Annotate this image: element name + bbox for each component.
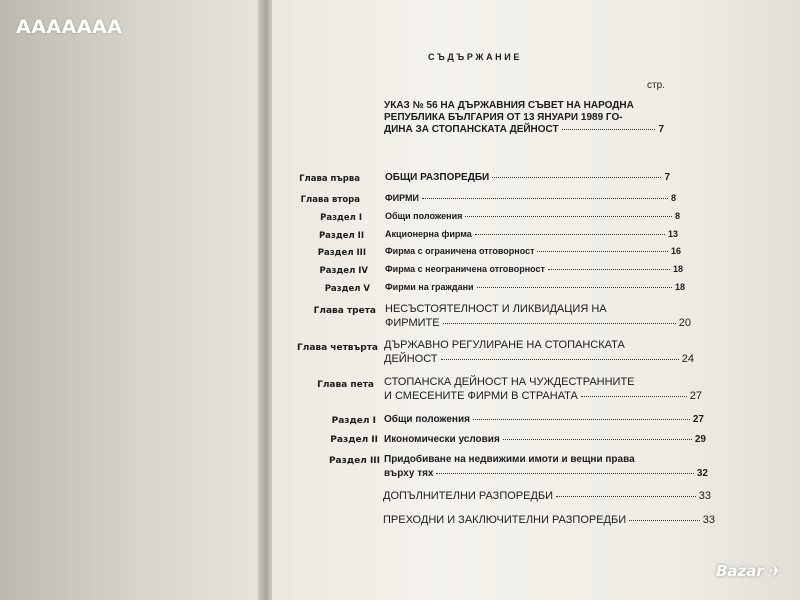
leader-dots	[465, 216, 672, 217]
entry-label: Раздел III	[328, 456, 380, 466]
entry-text: Общи положения	[384, 414, 470, 425]
decree-text: ДИНА ЗА СТОПАНСКАТА ДЕЙНОСТ	[384, 124, 559, 135]
entry-label: Глава трета	[313, 306, 376, 316]
toc-entry	[384, 468, 708, 479]
entry-page: 16	[670, 246, 681, 256]
toc-entry	[385, 264, 683, 274]
leader-dots	[581, 396, 687, 397]
entry-text: Общи положения	[385, 211, 463, 221]
decree-page: 7	[658, 124, 664, 135]
entry-label: Глава първа	[299, 174, 360, 184]
leader-dots	[477, 287, 672, 288]
watermark-text: AAAAAAA	[16, 16, 123, 38]
toc-entry	[384, 414, 704, 425]
entry-label: Раздел II	[318, 231, 364, 241]
entry-page: 29	[694, 434, 706, 445]
entry-text: ФИРМИ	[385, 193, 420, 203]
leader-dots	[503, 439, 692, 440]
entry-page: 20	[678, 317, 691, 329]
entry-page: 33	[698, 490, 711, 502]
logo-text: Bazar	[716, 562, 764, 580]
toc-entry	[385, 282, 685, 292]
page-column-header: стр.	[647, 80, 665, 91]
leader-dots	[556, 496, 696, 497]
leader-dots	[629, 520, 700, 521]
toc-entry	[383, 514, 715, 526]
leader-dots	[436, 473, 693, 474]
entry-page: 27	[692, 414, 704, 425]
entry-label: Раздел II	[330, 435, 378, 445]
entry-page: 18	[674, 282, 685, 292]
entry-page: 32	[696, 468, 708, 479]
entry-text: Фирма с ограничена отговорност	[385, 246, 535, 256]
toc-entry	[385, 193, 676, 203]
entry-text-line1: Придобиване на недвижими имоти и вещни права	[384, 454, 635, 465]
entry-text: върху тях	[384, 468, 434, 479]
entry-text: ОБЩИ РАЗПОРЕДБИ	[385, 172, 490, 183]
entry-text-line1: ДЪРЖАВНО РЕГУЛИРАНЕ НА СТОПАНСКАТА	[384, 339, 625, 351]
toc-entry	[385, 172, 670, 183]
entry-page: 8	[670, 193, 676, 203]
entry-label: Раздел III	[317, 248, 366, 258]
entry-text: ДЕЙНОСТ	[384, 353, 438, 365]
toc-entry	[384, 390, 702, 402]
leader-dots	[422, 198, 668, 199]
entry-page: 27	[689, 390, 702, 402]
entry-page: 18	[672, 264, 683, 274]
toc-entry	[384, 434, 706, 445]
toc-entry	[385, 246, 681, 256]
entry-label: Раздел IV	[319, 266, 368, 276]
decree-line-2: РЕПУБЛИКА БЪЛГАРИЯ ОТ 13 ЯНУАРИ 1989 ГО-	[384, 112, 623, 123]
leader-dots	[492, 177, 661, 178]
toc-entry	[384, 353, 694, 365]
leader-dots	[443, 323, 676, 324]
entry-page: 13	[667, 229, 678, 239]
bazar-logo	[716, 562, 782, 580]
entry-text: ФИРМИТЕ	[385, 317, 440, 329]
toc-entry	[385, 229, 678, 239]
entry-page: 33	[702, 514, 715, 526]
entry-label: Раздел I	[331, 416, 376, 426]
entry-text: Икономически условия	[384, 434, 500, 445]
entry-page: 24	[681, 353, 694, 365]
entry-text: Фирма с неограничена отговорност	[385, 264, 545, 274]
entry-label: Глава четвърта	[297, 343, 378, 353]
entry-label: Глава пета	[317, 380, 374, 390]
right-page	[272, 0, 800, 600]
leader-dots	[473, 419, 690, 420]
entry-page: 8	[674, 211, 680, 221]
leader-dots	[562, 129, 656, 130]
left-page	[0, 0, 262, 600]
entry-label: Глава втора	[300, 195, 360, 205]
toc-entry	[385, 211, 680, 221]
entry-label: Раздел I	[320, 213, 362, 223]
toc-entry	[383, 490, 711, 502]
entry-text: Акционерна фирма	[385, 229, 472, 239]
leader-dots	[475, 234, 665, 235]
entry-text-line1: СТОПАНСКА ДЕЙНОСТ НА ЧУЖДЕСТРАННИТЕ	[384, 376, 635, 388]
leader-dots	[537, 251, 668, 252]
decree-line-1: УКАЗ № 56 НА ДЪРЖАВНИЯ СЪВЕТ НА НАРОДНА	[384, 100, 634, 111]
decree-line-3	[384, 124, 664, 135]
leader-dots	[441, 359, 679, 360]
entry-text: ДОПЪЛНИТЕЛНИ РАЗПОРЕДБИ	[383, 490, 554, 502]
toc-title: СЪДЪРЖАНИЕ	[428, 52, 522, 62]
entry-text-line1: НЕСЪСТОЯТЕЛНОСТ И ЛИКВИДАЦИЯ НА	[385, 303, 607, 315]
entry-label: Раздел V	[324, 284, 370, 294]
toc-entry	[385, 317, 691, 329]
entry-text: Фирми на граждани	[385, 282, 474, 292]
entry-text: И СМЕСЕНИТЕ ФИРМИ В СТРАНАТА	[384, 390, 578, 402]
entry-text: ПРЕХОДНИ И ЗАКЛЮЧИТЕЛНИ РАЗПОРЕДБИ	[383, 514, 627, 526]
entry-page: 7	[664, 172, 670, 183]
tag-icon: ✈	[769, 562, 782, 580]
leader-dots	[548, 269, 670, 270]
